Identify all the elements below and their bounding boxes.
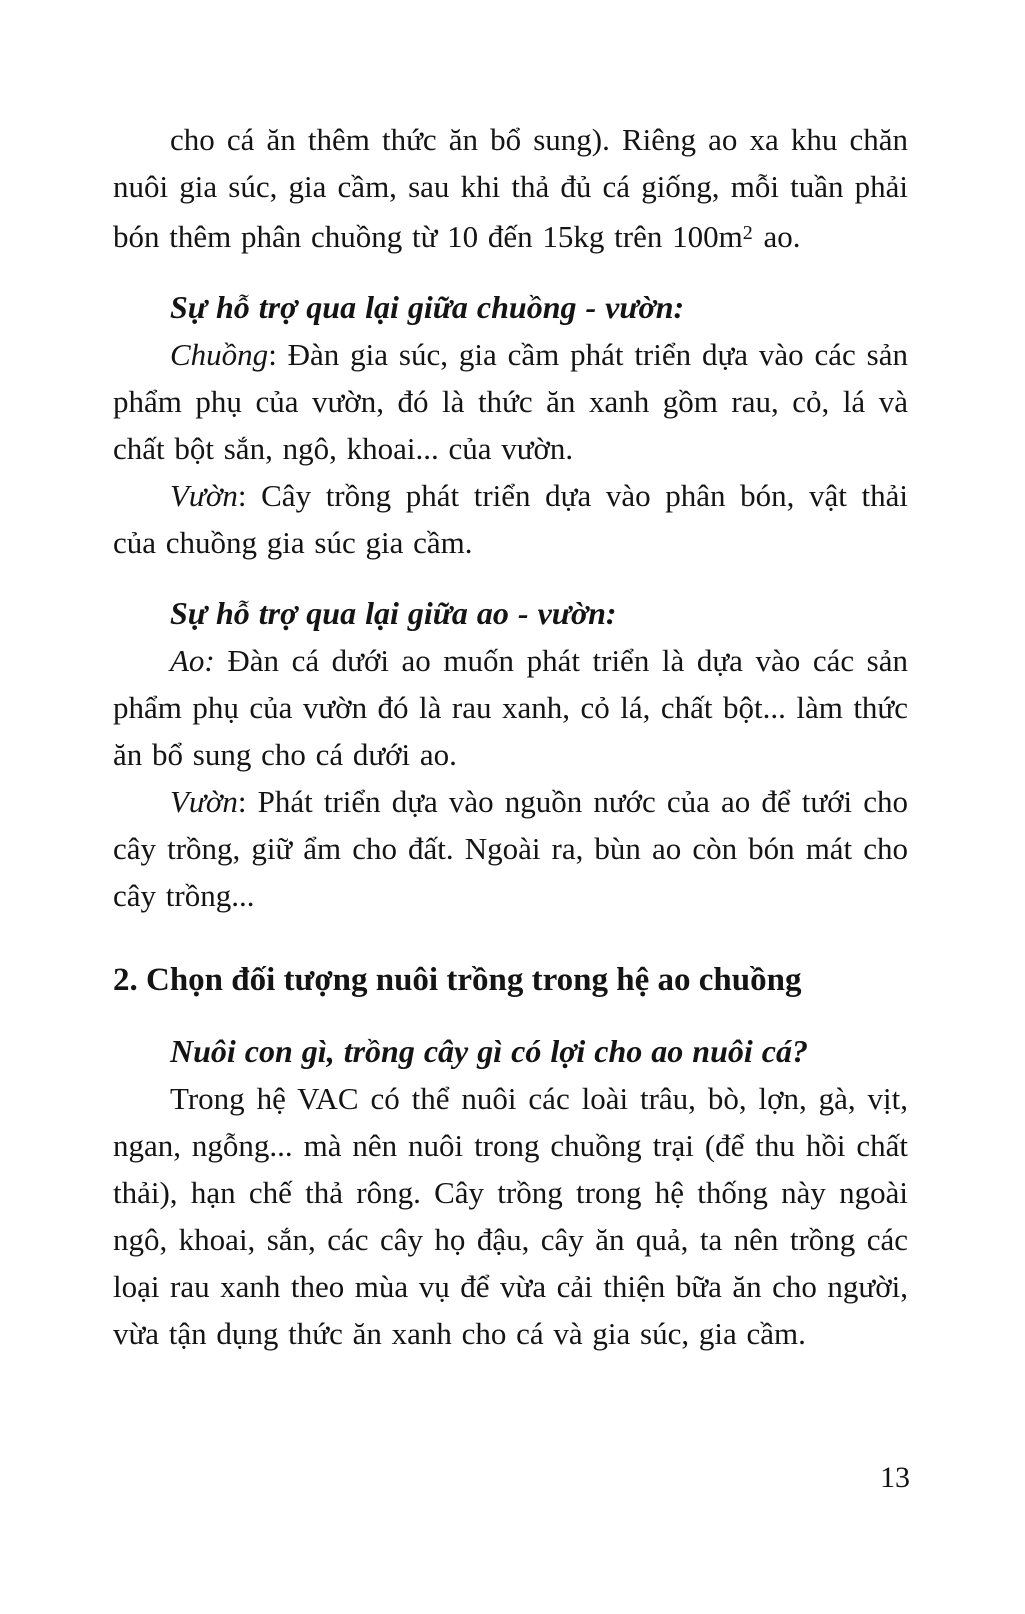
lead-word-ao: Ao: — [170, 643, 215, 678]
paragraph-vac: Trong hệ VAC có thể nuôi các loài trâu, bò, lợn, gà, vịt, ngan, ngỗng... mà nên nuôi trong chuồng trại (để thu hồi chất thải), hạn chế thả rông. Cây trồng trong hệ thống này ngoài ngô, khoai, sắn, các cây họ đậu, cây ăn quả, ta nên trồng các loại rau xanh theo mùa vụ để vừa cải thiện bữa ăn cho người, vừa tận dụng thức ăn xanh cho cá và gia súc, gia cầm. — [113, 1081, 908, 1351]
heading-ao-vuon: Sự hỗ trợ qua lại giữa ao - vườn: — [170, 595, 617, 631]
lead-word-chuong: Chuồng — [170, 337, 269, 372]
lead-word-vuon-2: Vườn — [170, 784, 238, 819]
paragraph-vuon-2-text: : Phát triển dựa vào nguồn nước của ao để tưới cho cây trồng, giữ ẩm cho đất. Ngoài ra, bùn ao còn bón mát cho cây trồng... — [113, 784, 908, 913]
lead-word-vuon-1: Vườn — [170, 478, 238, 513]
paragraph-intro — [113, 116, 908, 260]
paragraph-vuon-2 — [113, 778, 908, 919]
page-content — [113, 116, 908, 1357]
paragraph-ao — [113, 637, 908, 778]
paragraph-vuon-1 — [113, 472, 908, 566]
heading-chuong-vuon: Sự hỗ trợ qua lại giữa chuồng - vườn: — [170, 289, 685, 325]
section-2-heading: 2. Chọn đối tượng nuôi trồng trong hệ ao chuồng — [113, 962, 802, 998]
page-number: 13 — [880, 1461, 910, 1494]
paragraph-vuon-1-text: : Cây trồng phát triển dựa vào phân bón, vật thải của chuồng gia súc gia cầm. — [113, 478, 908, 560]
paragraph-intro-text: cho cá ăn thêm thức ăn bổ sung). Riêng ao xa khu chăn nuôi gia súc, gia cầm, sau khi thả đủ cá giống, mỗi tuần phải bón thêm phân chuồng từ 10 đến 15kg trên 100m — [113, 122, 908, 254]
paragraph-chuong-text: : Đàn gia súc, gia cầm phát triển dựa vào các sản phẩm phụ của vườn, đó là thức ăn xanh gồm rau, cỏ, lá và chất bột sắn, ngô, khoai... của vườn. — [113, 337, 908, 466]
paragraph-ao-text: Đàn cá dưới ao muốn phát triển là dựa vào các sản phẩm phụ của vườn đó là rau xanh, cỏ lá, chất bột... làm thức ăn bổ sung cho cá dưới ao. — [113, 643, 908, 772]
paragraph-intro-tail: ao. — [753, 219, 801, 254]
superscript-2: 2 — [742, 222, 754, 244]
paragraph-chuong — [113, 331, 908, 472]
section-2-question: Nuôi con gì, trồng cây gì có lợi cho ao nuôi cá? — [170, 1033, 808, 1069]
